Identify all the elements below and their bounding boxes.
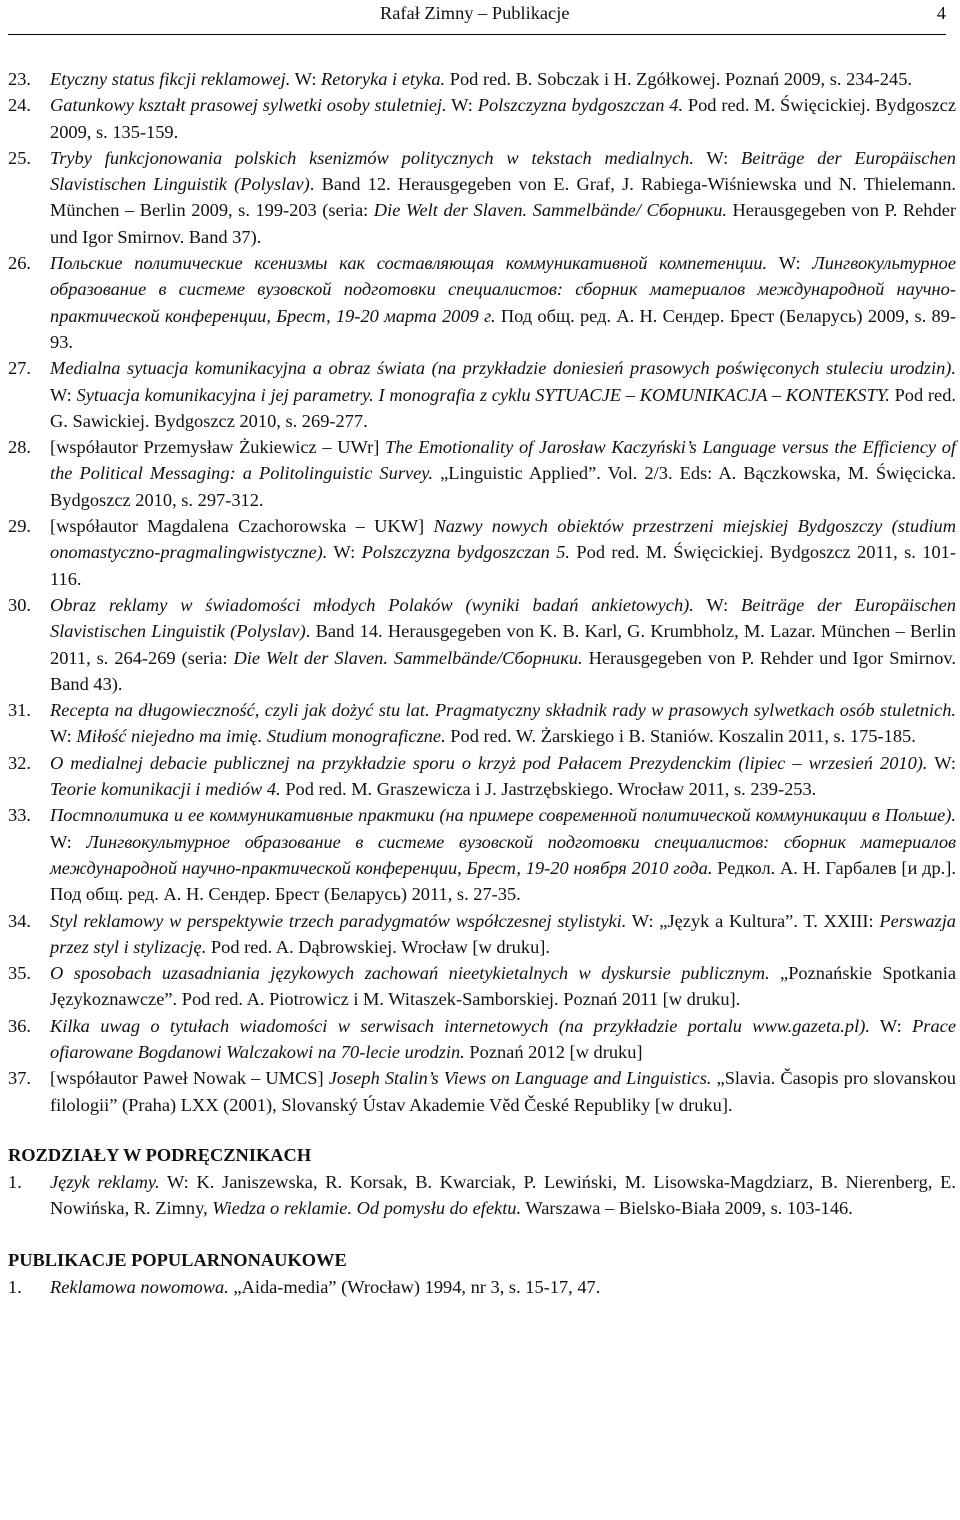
entry-text — [50, 697, 956, 750]
entry-text — [50, 1169, 956, 1222]
bibliography-entry — [8, 1013, 956, 1066]
entry-text-segment: W: — [50, 831, 87, 852]
entry-text-segment: W: — [767, 253, 813, 274]
entry-text-segment: „Poznańskie Spotkania Językoznawcze”. Pod red. A. Piotrowicz i M. Witaszek-Samborskiej. Poznań 2011 [w druku]. — [50, 963, 956, 1010]
bibliography-entry — [8, 697, 956, 750]
bibliography-entry — [8, 592, 956, 697]
entry-text — [50, 250, 956, 355]
entry-text — [50, 145, 956, 250]
entry-italic-segment: Reklamowa nowomowa. — [50, 1277, 229, 1298]
bibliography-entry — [8, 1169, 956, 1222]
entry-text-segment: W: K. Janiszewska, R. Korsak, B. Kwarciak, P. Lewiński, M. Lisowska-Magdziarz, B. Nierenberg, E. Nowińska, R. Zimny, — [50, 1171, 956, 1219]
bibliography-entry — [8, 1065, 956, 1118]
bibliography-entry — [8, 908, 956, 961]
entry-text — [50, 66, 956, 92]
entry-text-segment: „Slavia. Časopis pro slovanskou filologii” (Praha) LXX (2001), Slovanský Ústav Akademie Věd České Republiky [w druku]. — [50, 1068, 956, 1115]
entry-text-segment: W: — [290, 69, 322, 89]
bibliography-entry — [8, 66, 956, 92]
entry-italic-segment: Miłość niejedno ma imię. Studium monograficzne. — [76, 726, 446, 747]
entry-text-segment: W: — [50, 384, 77, 405]
popular-list — [8, 1274, 956, 1300]
entry-italic-segment: Die Welt der Slaven. Sammelbände/ Сборники. — [373, 200, 727, 221]
section-title-chapters: ROZDZIAŁY W PODRĘCZNIKACH — [8, 1144, 312, 1165]
entry-number: 27. — [8, 358, 31, 379]
entry-text — [50, 960, 956, 1013]
page-number: 4 — [936, 3, 946, 23]
entry-text-segment: W: — [693, 594, 742, 615]
entry-number: 32. — [8, 752, 31, 773]
bibliography-entry — [8, 802, 956, 907]
entry-italic-segment: Teorie komunikacji i mediów 4. — [50, 779, 281, 800]
articles-list — [8, 66, 956, 1118]
document-body — [8, 66, 956, 1301]
bibliography-entry — [8, 434, 956, 513]
entry-text — [50, 750, 956, 803]
entry-text-segment: Pod red. B. Sobczak i H. Zgółkowej. Poznań 2009, s. 234-245. — [445, 69, 912, 89]
entry-text-segment: Редкол. А. Н. Гарбалев [и др.]. Под общ. ред. А. Н. Сендер. Брест (Беларусь) 2011, s. 27-35. — [50, 857, 956, 905]
bibliography-entry — [8, 513, 956, 592]
entry-italic-segment: Obraz reklamy w świadomości młodych Polaków (wyniki badań ankietowych). — [50, 594, 694, 615]
entry-text-segment: Herausgegeben von P. Rehder und Igor Smirnov. Band 37). — [50, 200, 956, 247]
bibliography-entry — [8, 145, 956, 250]
entry-italic-segment: Wiedza o reklamie. Od pomysłu do efektu. — [212, 1198, 522, 1219]
entry-italic-segment: Лингвокультурное образование в системе вузовской подготовки специалистов: сборник материалов международной научно-практической конференции, Брест, 19-20 ноября 2010 года. — [50, 831, 956, 878]
entry-text-segment: W: — [327, 542, 362, 563]
entry-text-segment: W: — [869, 1015, 913, 1036]
entry-italic-segment: Język reklamy. — [50, 1171, 160, 1192]
entry-text-segment: Pod red. M. Święcickiej. Bydgoszcz 2009, s. 135-159. — [50, 95, 956, 142]
entry-italic-segment: Постполитика и ее коммуникативные практики (на примере современной политической коммуникации в Польше). — [50, 805, 956, 826]
bibliography-entry — [8, 355, 956, 434]
entry-text-segment: Warszawa – Bielsko-Biała 2009, s. 103-146. — [521, 1198, 853, 1219]
entry-text — [50, 1274, 956, 1300]
entry-italic-segment: Beiträge der Europäischen Slavistischen Linguistik (Polyslav) — [50, 147, 956, 195]
entry-text — [50, 1065, 956, 1118]
entry-text — [50, 592, 956, 697]
entry-number: 26. — [8, 253, 31, 274]
entry-italic-segment: Tryby funkcjonowania polskich ksenizmów politycznych w tekstach medialnych. — [50, 147, 694, 168]
entry-text-segment: [współautor Paweł Nowak – UMCS] — [50, 1068, 329, 1089]
entry-number: 29. — [8, 516, 31, 537]
entry-italic-segment: Prace ofiarowane Bogdanowi Walczakowi na 70-lecie urodzin. — [50, 1015, 956, 1062]
entry-italic-segment: Gatunkowy kształt prasowej sylwetki osoby stuletniej. — [50, 95, 447, 116]
entry-text-segment: [współautor Przemysław Żukiewicz – UWr] — [50, 437, 386, 458]
entry-number: 25. — [8, 147, 31, 168]
entry-text — [50, 908, 956, 961]
entry-italic-segment: Nazwy nowych obiektów przestrzeni miejskiej Bydgoszczy (studium onomastyczno-pragmalingwistyczne). — [50, 516, 956, 563]
bibliography-entry — [8, 1274, 956, 1300]
entry-text-segment: W: „Język a Kultura”. T. XXIII: — [626, 910, 880, 931]
entry-number: 33. — [8, 805, 31, 826]
bibliography-entry — [8, 960, 956, 1013]
entry-text — [50, 513, 956, 592]
entry-number: 31. — [8, 700, 31, 721]
entry-text-segment: Pod red. A. Dąbrowskiej. Wrocław [w druku]. — [206, 936, 550, 957]
entry-text — [50, 802, 956, 907]
entry-italic-segment: Joseph Stalin’s Views on Language and Linguistics. — [328, 1068, 712, 1089]
entry-italic-segment: The Emotionality of Jarosław Kaczyński’s Language versus the Efficiency of the Political Messaging: a Politolinguistic Survey. — [50, 437, 956, 484]
entry-italic-segment: Polszczyzna bydgoszczan 4. — [477, 95, 684, 116]
entry-italic-segment: Styl reklamowy w perspektywie trzech paradygmatów współczesnej stylistyki. — [50, 910, 627, 931]
entry-italic-segment: Polszczyzna bydgoszczan 5. — [361, 542, 571, 563]
entry-number: 30. — [8, 594, 31, 615]
entry-text-segment: „Linguistic Applied”. Vol. 2/3. Eds: A. Bączkowska, M. Święcicka. Bydgoszcz 2010, s. 297-312. — [50, 463, 956, 510]
chapters-list — [8, 1169, 956, 1222]
entry-text — [50, 355, 956, 434]
entry-italic-segment: O sposobach uzasadniania językowych zachowań nieetykietalnych w dyskursie publicznym. — [50, 963, 770, 984]
entry-number: 36. — [8, 1015, 31, 1036]
entry-text-segment: Pod red. M. Święcickiej. Bydgoszcz 2011, s. 101-116. — [50, 542, 956, 589]
entry-text-segment: Pod red. M. Graszewicza i J. Jastrzębskiego. Wrocław 2011, s. 239-253. — [280, 779, 817, 800]
entry-number: 28. — [8, 437, 31, 458]
entry-text — [50, 92, 956, 145]
entry-italic-segment: Medialna sytuacja komunikacyjna a obraz świata (na przykładzie doniesień prasowych poświęconych stuleciu urodzin). — [50, 358, 956, 379]
entry-text-segment: Pod red. G. Sawickiej. Bydgoszcz 2010, s. 269-277. — [50, 384, 956, 431]
entry-text-segment: W: — [927, 752, 956, 773]
entry-italic-segment: Retoryka i etyka. — [321, 69, 446, 89]
entry-number: 34. — [8, 910, 31, 931]
entry-number: 24. — [8, 95, 31, 116]
entry-italic-segment: Лингвокультурное образование в системе вузовской подготовки специалистов: сборник материалов международной научно-практической конференции, Брест, 19-20 марта 2009 г. — [50, 253, 956, 326]
entry-italic-segment: Etyczny status fikcji reklamowej. — [50, 69, 291, 89]
entry-italic-segment: Kilka uwag o tytułach wiadomości w serwisach internetowych (na przykładzie portalu www.gazeta.pl). — [50, 1015, 870, 1036]
entry-italic-segment: Польские политические ксенизмы как составляющая коммуникативной компетенции. — [50, 253, 768, 274]
entry-number: 23. — [8, 69, 31, 89]
entry-text-segment: . Band 12. Herausgegeben von E. Graf, J. Rabiega-Wiśniewska und N. Thielemann. München – Berlin 2009, s. 199-203 (seria: — [50, 174, 956, 221]
entry-text-segment: Под общ. ред. А. Н. Сендер. Брест (Беларусь) 2009, s. 89-93. — [50, 305, 957, 352]
entry-text-segment: . Band 14. Herausgegeben von K. B. Karl, G. Krumbholz, M. Lazar. München – Berlin 2011, s. 264-269 (seria: — [50, 621, 956, 668]
entry-text-segment: Herausgegeben von P. Rehder und Igor Smirnov. Band 43). — [50, 647, 956, 694]
entry-text-segment: Pod red. W. Żarskiego i B. Staniów. Koszalin 2011, s. 175-185. — [445, 726, 916, 747]
bibliography-entry — [8, 250, 956, 355]
page-header — [8, 0, 946, 35]
entry-text — [50, 434, 956, 513]
entry-text-segment: W: — [446, 95, 478, 116]
entry-italic-segment: Sytuacja komunikacyjna i jej parametry. I monografia z cyklu SYTUACJE – KOMUNIKACJA – KONTEKSTY. — [76, 384, 890, 405]
entry-number: 35. — [8, 963, 31, 984]
entry-text — [50, 1013, 956, 1066]
entry-text-segment: „Aida-media” (Wrocław) 1994, nr 3, s. 15-17, 47. — [228, 1277, 601, 1298]
entry-number: 37. — [8, 1068, 31, 1089]
entry-text-segment: W: — [693, 147, 742, 168]
entry-number: 1. — [8, 1171, 22, 1192]
bibliography-entry — [8, 92, 956, 145]
header-title: Rafał Zimny – Publikacje — [380, 3, 570, 23]
entry-text-segment: Poznań 2012 [w druku] — [464, 1041, 643, 1062]
section-title-popular: PUBLIKACJE POPULARNONAUKOWE — [8, 1250, 347, 1271]
entry-number: 1. — [8, 1277, 22, 1298]
entry-italic-segment: Beiträge der Europäischen Slavistischen Linguistik (Polyslav) — [50, 594, 956, 642]
entry-italic-segment: Die Welt der Slaven. Sammelbände/Сборники. — [233, 647, 583, 668]
entry-text-segment: [współautor Magdalena Czachorowska – UKW] — [50, 516, 434, 537]
entry-italic-segment: O medialnej debacie publicznej na przykładzie sporu o krzyż pod Pałacem Prezydenckim (lipiec – wrzesień 2010). — [50, 752, 928, 773]
entry-italic-segment: Recepta na długowieczność, czyli jak dożyć stu lat. Pragmatyczny składnik rady w prasowych sylwetkach osób stuletnich. — [50, 700, 956, 721]
bibliography-entry — [8, 750, 956, 803]
entry-text-segment: W: — [50, 726, 77, 747]
entry-italic-segment: Perswazja przez styl i stylizację. — [50, 910, 956, 957]
